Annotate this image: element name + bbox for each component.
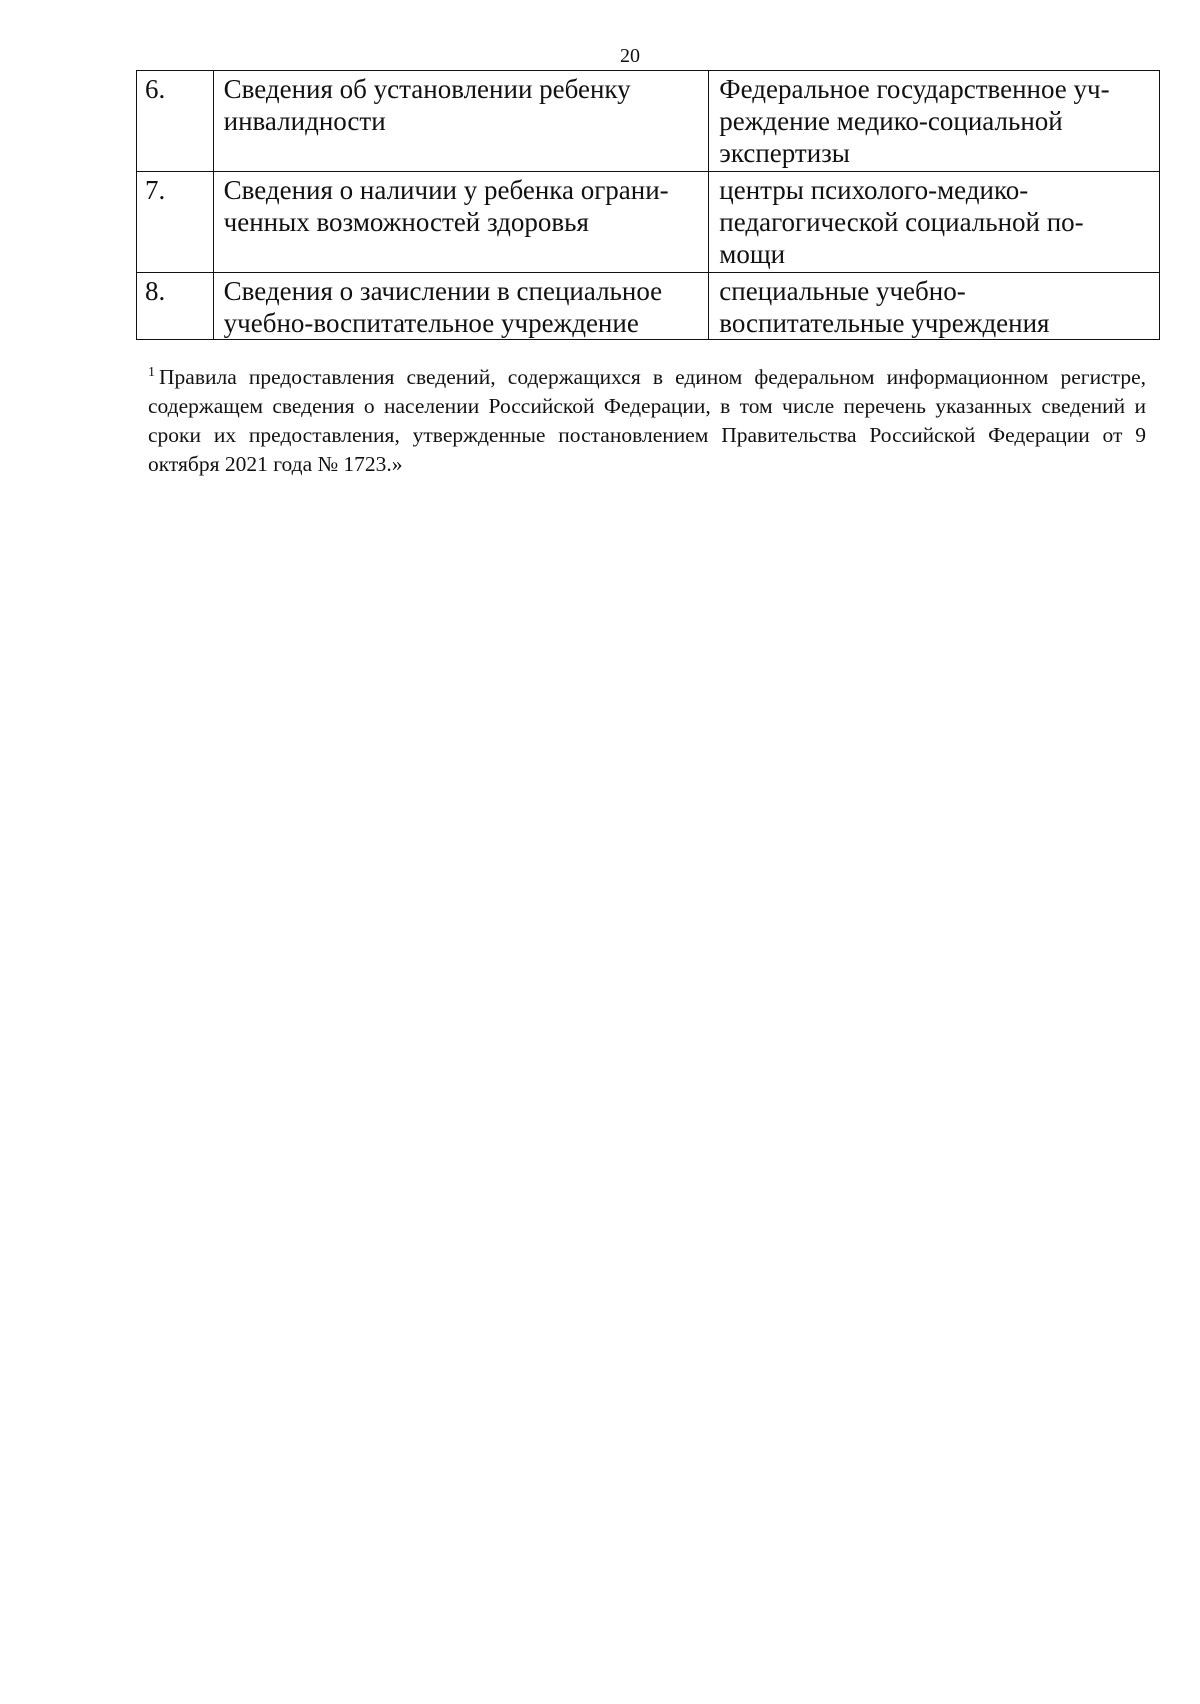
info-line: Сведения об установлении ребенку bbox=[223, 74, 631, 104]
page-number: 20 bbox=[620, 45, 640, 67]
source-line: воспитательные учреждения bbox=[719, 308, 1050, 338]
row-number: 6. bbox=[137, 71, 214, 172]
source-cell bbox=[709, 172, 1160, 273]
source-line: реждение медико-социальной bbox=[719, 106, 1063, 136]
info-line: Сведения о зачислении в специальное bbox=[223, 276, 663, 306]
table-row bbox=[137, 273, 1160, 340]
info-cell bbox=[213, 273, 709, 340]
footnote bbox=[148, 358, 1146, 479]
footnote-marker: 1 bbox=[148, 365, 155, 380]
row-number: 7. bbox=[137, 172, 214, 273]
source-line: мощи bbox=[719, 239, 786, 269]
source-line: педагогической социальной по- bbox=[719, 207, 1084, 237]
row-number: 8. bbox=[137, 273, 214, 340]
footnote-text: Правила предоставления сведений, содержащихся в едином федеральном информационном регистре, содержащем сведения о населении Российской Федерации, в том числе перечень указанных сведений и сроки их предоставления, утвержденные постановлением Правительства Российской Федерации от 9 октября 2021 года № 1723.» bbox=[148, 365, 1146, 476]
info-line: Сведения о наличии у ребенка ограни- bbox=[223, 175, 669, 205]
table-row bbox=[137, 71, 1160, 172]
info-cell bbox=[213, 172, 709, 273]
source-line: Федеральное государственное уч- bbox=[719, 74, 1110, 104]
source-cell bbox=[709, 273, 1160, 340]
source-cell bbox=[709, 71, 1160, 172]
source-line: специальные учебно- bbox=[719, 276, 966, 306]
source-line: экспертизы bbox=[719, 138, 850, 168]
info-line: инвалидности bbox=[223, 106, 386, 136]
info-line: ченных возможностей здоровья bbox=[223, 207, 589, 237]
source-line: центры психолого-медико- bbox=[719, 175, 1029, 205]
data-sources-table bbox=[136, 70, 1160, 340]
info-cell bbox=[213, 71, 709, 172]
table-row bbox=[137, 172, 1160, 273]
info-line: учебно-воспитательное учреждение bbox=[223, 308, 639, 338]
